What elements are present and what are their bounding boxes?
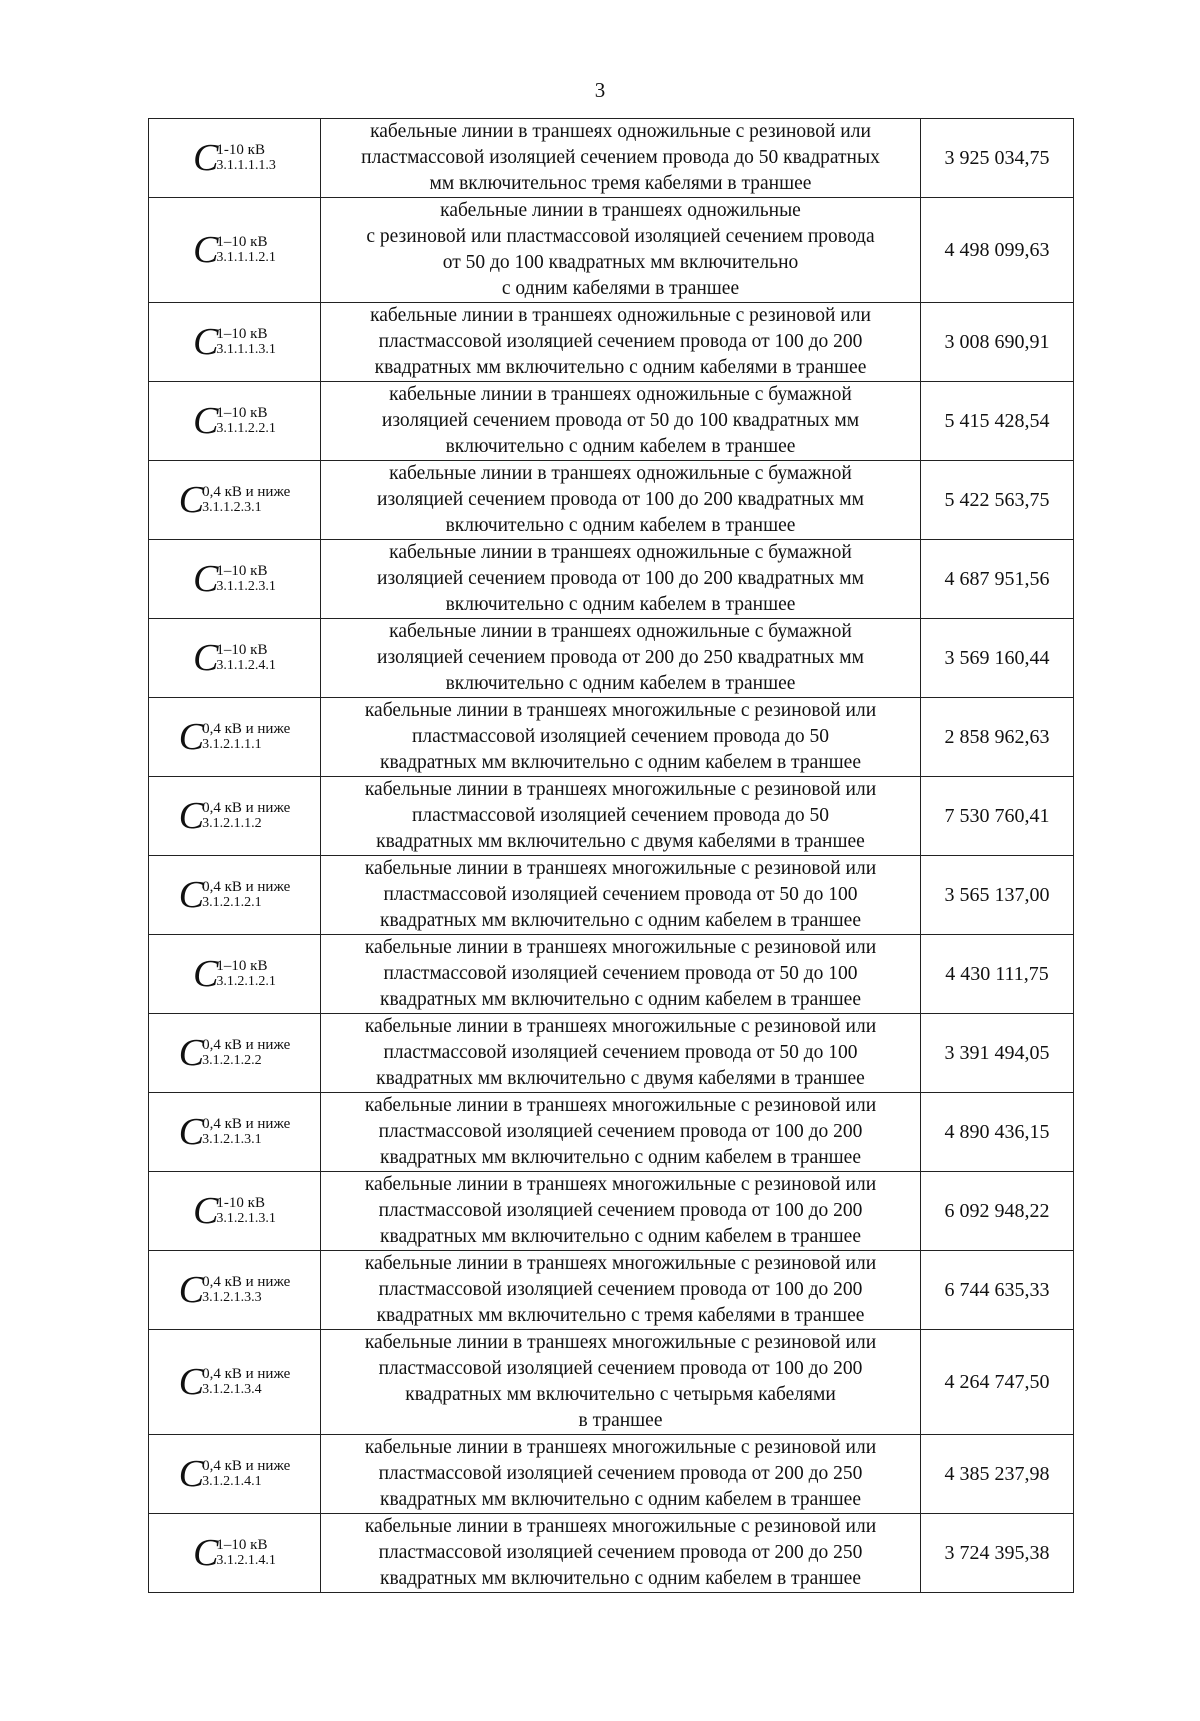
- voltage-class: 1–10 кВ: [216, 562, 268, 579]
- description-line: квадратных мм включительно с одним кабелем в траншее: [380, 1489, 861, 1510]
- rate-symbol: [179, 718, 291, 756]
- rate-symbol-cell: [149, 1014, 321, 1093]
- description-line: кабельные линии в траншеях многожильные с резиновой или: [364, 1253, 877, 1274]
- rate-symbol: [179, 481, 291, 519]
- table-row: [149, 1251, 1074, 1330]
- rate-code: 3.1.2.1.2.1: [202, 894, 262, 910]
- rate-symbol-cell: [149, 1093, 321, 1172]
- rate-code: 3.1.1.2.3.1: [202, 499, 262, 515]
- rate-symbol-indices: [216, 235, 276, 265]
- rate-value: 4 264 747,50: [921, 1330, 1074, 1435]
- table-row: [149, 382, 1074, 461]
- table-row: [149, 1330, 1074, 1435]
- rate-symbol-letter: C: [193, 1532, 219, 1574]
- description-line: включительно с одним кабелем в траншее: [445, 515, 796, 536]
- voltage-class: 1–10 кВ: [216, 1536, 268, 1553]
- description-line: квадратных мм включительно с двумя кабелями в траншее: [376, 1068, 865, 1089]
- rate-symbol-letter: C: [178, 1111, 205, 1153]
- rate-code: 3.1.2.1.4.1: [202, 1473, 262, 1489]
- description-line: пластмассовой изоляцией сечением провода от 200 до 250: [378, 1463, 863, 1484]
- description-line: квадратных мм включительно с одним кабелем в траншее: [380, 752, 861, 773]
- rate-code: 3.1.1.1.3.1: [216, 341, 276, 357]
- rate-symbol: [179, 1113, 291, 1151]
- rate-symbol-indices: [216, 406, 276, 436]
- rate-symbol-letter: C: [178, 716, 205, 758]
- description-cell: [321, 1514, 921, 1593]
- voltage-class: 0,4 кВ и ниже: [202, 720, 291, 737]
- table-row: [149, 1435, 1074, 1514]
- voltage-class: 0,4 кВ и ниже: [202, 1273, 291, 1290]
- rate-symbol-indices: [202, 1367, 290, 1397]
- rate-value: 6 744 635,33: [921, 1251, 1074, 1330]
- description-cell: [321, 198, 921, 303]
- table-row: [149, 856, 1074, 935]
- description-line: пластмассовой изоляцией сечением провода от 50 до 100: [383, 963, 858, 984]
- description-cell: [321, 1435, 921, 1514]
- rate-symbol-indices: [216, 1538, 276, 1568]
- description-line: пластмассовой изоляцией сечением провода от 100 до 200: [378, 331, 863, 352]
- description-cell: [321, 619, 921, 698]
- rate-symbol: [193, 639, 276, 677]
- description-line: изоляцией сечением провода от 100 до 200 квадратных мм: [377, 568, 864, 589]
- rate-symbol-cell: [149, 540, 321, 619]
- description-line: включительно с одним кабелем в траншее: [445, 673, 796, 694]
- rate-value: 2 858 962,63: [921, 698, 1074, 777]
- rate-value: 7 530 760,41: [921, 777, 1074, 856]
- rate-symbol-indices: [202, 722, 290, 752]
- description-line: пластмассовой изоляцией сечением провода от 100 до 200: [378, 1121, 863, 1142]
- rate-value: 4 890 436,15: [921, 1093, 1074, 1172]
- rate-code: 3.1.1.2.3.1: [216, 578, 276, 594]
- voltage-class: 1–10 кВ: [216, 325, 268, 342]
- rate-symbol-cell: [149, 382, 321, 461]
- description-line: мм включительнос тремя кабелями в траншее: [429, 173, 812, 194]
- description-cell: [321, 540, 921, 619]
- rate-code: 3.1.2.1.2.2: [202, 1052, 262, 1068]
- rate-symbol-indices: [202, 1117, 290, 1147]
- rate-value: 3 008 690,91: [921, 303, 1074, 382]
- rate-symbol-letter: C: [178, 1361, 205, 1403]
- table-row: [149, 303, 1074, 382]
- voltage-class: 0,4 кВ и ниже: [202, 483, 291, 500]
- description-cell: [321, 1251, 921, 1330]
- page-number: 3: [594, 78, 606, 102]
- rate-symbol-indices: [216, 143, 276, 173]
- description-line: квадратных мм включительно с тремя кабелями в траншее: [376, 1305, 865, 1326]
- description-cell: [321, 119, 921, 198]
- voltage-class: 1-10 кВ: [216, 141, 265, 158]
- rate-symbol-cell: [149, 198, 321, 303]
- description-line: пластмассовой изоляцией сечением провода до 50 квадратных: [361, 147, 880, 168]
- table-row: [149, 777, 1074, 856]
- description-cell: [321, 698, 921, 777]
- rate-symbol-indices: [202, 1038, 290, 1068]
- description-cell: [321, 1330, 921, 1435]
- description-line: кабельные линии в траншеях одножильные с бумажной: [389, 542, 852, 563]
- description-line: кабельные линии в траншеях одножильные с резиновой или: [370, 305, 871, 326]
- voltage-class: 1–10 кВ: [216, 404, 268, 421]
- rate-symbol-indices: [216, 1196, 276, 1226]
- rate-symbol-indices: [216, 564, 276, 594]
- rate-symbol-letter: C: [193, 321, 219, 363]
- rate-value: 4 498 099,63: [921, 198, 1074, 303]
- description-line: кабельные линии в траншеях многожильные с резиновой или: [364, 1016, 877, 1037]
- voltage-class: 0,4 кВ и ниже: [202, 1457, 291, 1474]
- description-line: с резиновой или пластмассовой изоляцией сечением провода: [366, 226, 875, 247]
- rate-symbol: [193, 560, 276, 598]
- rate-symbol-indices: [216, 643, 276, 673]
- rate-symbol-cell: [149, 1514, 321, 1593]
- voltage-class: 1-10 кВ: [216, 1194, 265, 1211]
- rate-symbol: [179, 876, 291, 914]
- rate-symbol-letter: C: [178, 1269, 205, 1311]
- table-row: [149, 1014, 1074, 1093]
- rate-value: 3 391 494,05: [921, 1014, 1074, 1093]
- rate-symbol: [179, 797, 291, 835]
- description-line: пластмассовой изоляцией сечением провода от 100 до 200: [378, 1200, 863, 1221]
- tariff-table: [148, 118, 1074, 1593]
- rate-symbol-cell: [149, 1172, 321, 1251]
- rate-symbol: [193, 231, 276, 269]
- rate-symbol-indices: [202, 485, 290, 515]
- description-line: кабельные линии в траншеях многожильные с резиновой или: [364, 937, 877, 958]
- rate-value: 4 385 237,98: [921, 1435, 1074, 1514]
- rate-symbol-cell: [149, 619, 321, 698]
- rate-symbol-cell: [149, 461, 321, 540]
- description-line: в траншее: [578, 1410, 663, 1431]
- rate-symbol: [179, 1271, 291, 1309]
- rate-code: 3.1.2.1.3.4: [202, 1381, 262, 1397]
- description-line: пластмассовой изоляцией сечением провода от 50 до 100: [383, 1042, 858, 1063]
- rate-symbol: [193, 402, 276, 440]
- voltage-class: 1–10 кВ: [216, 233, 268, 250]
- rate-code: 3.1.2.1.3.1: [216, 1210, 276, 1226]
- description-line: квадратных мм включительно с одним кабелем в траншее: [380, 910, 861, 931]
- table-row: [149, 619, 1074, 698]
- rate-symbol: [193, 1534, 276, 1572]
- voltage-class: 1–10 кВ: [216, 641, 268, 658]
- rate-symbol-letter: C: [193, 637, 219, 679]
- rate-symbol-letter: C: [178, 1453, 205, 1495]
- description-line: кабельные линии в траншеях одножильные с бумажной: [389, 463, 852, 484]
- description-line: кабельные линии в траншеях многожильные с резиновой или: [364, 1516, 877, 1537]
- description-cell: [321, 1014, 921, 1093]
- description-line: кабельные линии в траншеях одножильные с резиновой или: [370, 121, 871, 142]
- rate-value: 5 422 563,75: [921, 461, 1074, 540]
- rate-symbol: [193, 323, 276, 361]
- rate-symbol-letter: C: [178, 874, 205, 916]
- description-line: с одним кабелями в траншее: [501, 278, 740, 299]
- rate-code: 3.1.2.1.3.1: [202, 1131, 262, 1147]
- rate-value: 5 415 428,54: [921, 382, 1074, 461]
- description-line: квадратных мм включительно с одним кабелем в траншее: [380, 1226, 861, 1247]
- rate-code: 3.1.1.2.2.1: [216, 420, 276, 436]
- voltage-class: 0,4 кВ и ниже: [202, 1115, 291, 1132]
- description-line: пластмассовой изоляцией сечением провода от 100 до 200: [378, 1279, 863, 1300]
- rate-code: 3.1.1.1.2.1: [216, 249, 276, 265]
- description-line: включительно с одним кабелем в траншее: [445, 436, 796, 457]
- rate-symbol: [193, 139, 276, 177]
- description-cell: [321, 1172, 921, 1251]
- table-row: [149, 698, 1074, 777]
- rate-symbol: [179, 1034, 291, 1072]
- description-line: кабельные линии в траншеях одножильные с бумажной: [389, 384, 852, 405]
- rate-symbol-indices: [202, 1459, 290, 1489]
- rate-symbol-cell: [149, 856, 321, 935]
- description-line: пластмассовой изоляцией сечением провода от 50 до 100: [383, 884, 858, 905]
- rate-symbol: [193, 955, 276, 993]
- description-line: кабельные линии в траншеях многожильные с резиновой или: [364, 858, 877, 879]
- rate-symbol-letter: C: [193, 229, 219, 271]
- description-cell: [321, 777, 921, 856]
- rate-symbol-cell: [149, 1330, 321, 1435]
- rate-symbol-indices: [202, 801, 290, 831]
- rate-symbol-cell: [149, 303, 321, 382]
- voltage-class: 0,4 кВ и ниже: [202, 1036, 291, 1053]
- table-row: [149, 119, 1074, 198]
- rate-code: 3.1.2.1.3.3: [202, 1289, 262, 1305]
- rate-symbol-indices: [202, 880, 290, 910]
- rate-symbol-indices: [216, 959, 276, 989]
- description-line: пластмассовой изоляцией сечением провода от 100 до 200: [378, 1358, 863, 1379]
- description-line: квадратных мм включительно с одним кабелями в траншее: [374, 357, 867, 378]
- rate-symbol-cell: [149, 119, 321, 198]
- table-row: [149, 1514, 1074, 1593]
- table-row: [149, 198, 1074, 303]
- description-line: кабельные линии в траншеях многожильные с резиновой или: [364, 1095, 877, 1116]
- rate-symbol-cell: [149, 1251, 321, 1330]
- rate-symbol: [179, 1363, 291, 1401]
- rate-symbol-letter: C: [193, 1190, 219, 1232]
- voltage-class: 0,4 кВ и ниже: [202, 799, 291, 816]
- rate-symbol-cell: [149, 935, 321, 1014]
- rate-symbol-letter: C: [178, 479, 205, 521]
- description-line: пластмассовой изоляцией сечением провода до 50: [411, 805, 830, 826]
- rate-symbol-cell: [149, 1435, 321, 1514]
- description-line: кабельные линии в траншеях многожильные с резиновой или: [364, 779, 877, 800]
- description-line: изоляцией сечением провода от 100 до 200 квадратных мм: [377, 489, 864, 510]
- description-cell: [321, 1093, 921, 1172]
- rate-code: 3.1.1.1.1.3: [216, 157, 276, 173]
- rate-code: 3.1.2.1.4.1: [216, 1552, 276, 1568]
- table-row: [149, 1093, 1074, 1172]
- description-line: включительно с одним кабелем в траншее: [445, 594, 796, 615]
- rate-code: 3.1.2.1.2.1: [216, 973, 276, 989]
- description-line: изоляцией сечением провода от 50 до 100 квадратных мм: [381, 410, 860, 431]
- description-line: квадратных мм включительно с двумя кабелями в траншее: [376, 831, 865, 852]
- description-line: квадратных мм включительно с одним кабелем в траншее: [380, 989, 861, 1010]
- rate-value: 4 430 111,75: [921, 935, 1074, 1014]
- rate-value: 3 565 137,00: [921, 856, 1074, 935]
- description-line: изоляцией сечением провода от 200 до 250 квадратных мм: [377, 647, 864, 668]
- rate-symbol: [179, 1455, 291, 1493]
- table-row: [149, 540, 1074, 619]
- table-row: [149, 1172, 1074, 1251]
- rate-symbol-letter: C: [178, 795, 205, 837]
- description-line: квадратных мм включительно с одним кабелем в траншее: [380, 1568, 861, 1589]
- rate-symbol-cell: [149, 698, 321, 777]
- rate-value: 4 687 951,56: [921, 540, 1074, 619]
- rate-value: 3 569 160,44: [921, 619, 1074, 698]
- description-line: кабельные линии в траншеях одножильные с бумажной: [389, 621, 852, 642]
- description-line: кабельные линии в траншеях многожильные с резиновой или: [364, 1332, 877, 1353]
- rate-value: 6 092 948,22: [921, 1172, 1074, 1251]
- rate-symbol-cell: [149, 777, 321, 856]
- description-cell: [321, 303, 921, 382]
- description-line: пластмассовой изоляцией сечением провода до 50: [411, 726, 830, 747]
- voltage-class: 0,4 кВ и ниже: [202, 878, 291, 895]
- description-line: от 50 до 100 квадратных мм включительно: [442, 252, 799, 273]
- description-cell: [321, 382, 921, 461]
- rate-symbol-letter: C: [193, 400, 219, 442]
- rate-symbol-letter: C: [193, 137, 219, 179]
- description-line: пластмассовой изоляцией сечением провода от 200 до 250: [378, 1542, 863, 1563]
- description-line: кабельные линии в траншеях многожильные с резиновой или: [364, 700, 877, 721]
- description-cell: [321, 461, 921, 540]
- description-cell: [321, 935, 921, 1014]
- rate-symbol-indices: [216, 327, 276, 357]
- rate-symbol-letter: C: [193, 953, 219, 995]
- rate-code: 3.1.1.2.4.1: [216, 657, 276, 673]
- rate-code: 3.1.2.1.1.2: [202, 815, 262, 831]
- rate-code: 3.1.2.1.1.1: [202, 736, 262, 752]
- voltage-class: 0,4 кВ и ниже: [202, 1365, 291, 1382]
- description-line: кабельные линии в траншеях многожильные с резиновой или: [364, 1437, 877, 1458]
- description-line: кабельные линии в траншеях одножильные: [440, 200, 801, 221]
- description-line: кабельные линии в траншеях многожильные с резиновой или: [364, 1174, 877, 1195]
- table-row: [149, 461, 1074, 540]
- description-cell: [321, 856, 921, 935]
- description-line: квадратных мм включительно с четырьмя кабелями: [405, 1384, 836, 1405]
- rate-symbol-letter: C: [178, 1032, 205, 1074]
- rate-symbol-letter: C: [193, 558, 219, 600]
- table-row: [149, 935, 1074, 1014]
- rate-value: 3 724 395,38: [921, 1514, 1074, 1593]
- rate-value: 3 925 034,75: [921, 119, 1074, 198]
- description-line: квадратных мм включительно с одним кабелем в траншее: [380, 1147, 861, 1168]
- rate-symbol-indices: [202, 1275, 290, 1305]
- voltage-class: 1–10 кВ: [216, 957, 268, 974]
- tariff-table-body: [149, 119, 1074, 1593]
- rate-symbol: [193, 1192, 276, 1230]
